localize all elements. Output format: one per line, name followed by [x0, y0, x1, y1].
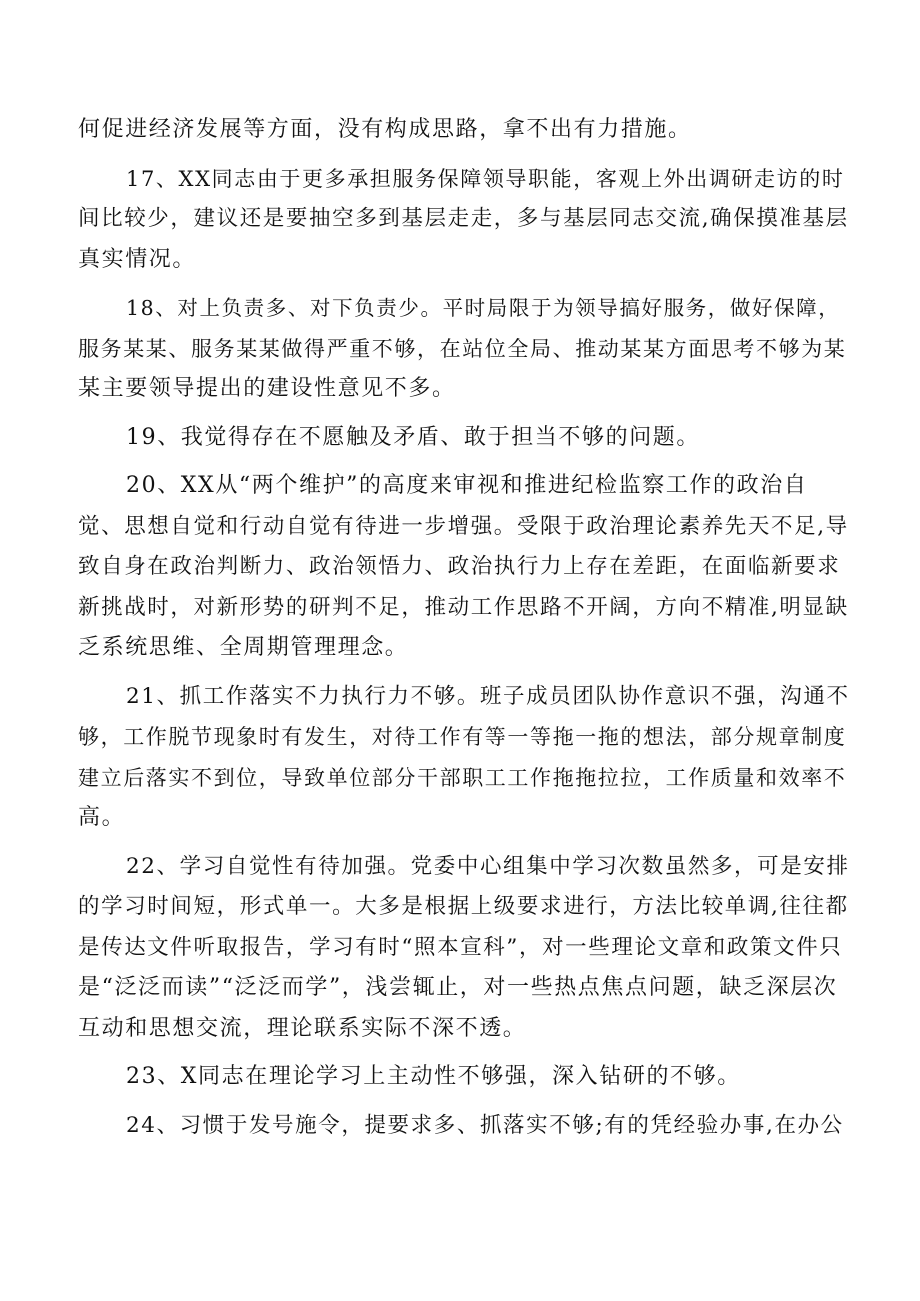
paragraph-16-continuation	[78, 110, 854, 151]
text-line: 18、对上负责多、对下负责少。平时局限于为领导搞好服务，做好保障，	[126, 296, 841, 320]
paragraph-21	[78, 677, 854, 839]
paragraph-24	[78, 1106, 854, 1147]
text-line: 真实情况。	[78, 246, 197, 272]
text-line: 乏系统思维、全周期管理理念。	[78, 635, 409, 660]
paragraph-22	[78, 847, 854, 1050]
text-line: 20、XX从“两个维护”的高度来审视和推进纪检监察工作的政治自	[126, 473, 808, 498]
text-line: 互动和思想交流，理论联系实际不深不透。	[78, 1015, 527, 1041]
text-line: 是“泛泛而读”“泛泛而学”，浅尝辄止，对一些热点焦点问题，缺乏深层次	[78, 975, 838, 1000]
text-line: 新挑战时，对新形势的研判不足，推动工作思路不开阔，方向不精准,明显缺	[78, 594, 849, 620]
text-line: 够，工作脱节现象时有发生，对待工作有等一等拖一拖的想法，部分规章制度	[78, 725, 847, 749]
text-line: 的学习时间短，形式单一。大多是根据上级要求进行，方法比较单调,往往都	[78, 894, 849, 919]
paragraph-19	[78, 418, 854, 459]
paragraph-23	[78, 1057, 854, 1098]
text-line: 19、我觉得存在不愿触及矛盾、敢于担当不够的问题。	[126, 424, 700, 450]
paragraph-17	[78, 159, 854, 281]
paragraph-18	[78, 288, 854, 410]
text-line: 21、抓工作落实不力执行力不够。班子成员团队协作意识不强，沟通不	[126, 683, 850, 709]
text-line: 觉、思想自觉和行动自觉有待进一步增强。受限于政治理论素养先天不足,导	[78, 513, 849, 539]
text-line: 是传达文件听取报告，学习有时“照本宣科”，对一些理论文章和政策文件只	[78, 934, 843, 960]
text-line: 23、X同志在理论学习上主动性不够强，深入钻研的不够。	[126, 1064, 741, 1089]
text-line: 某主要领导提出的建设性意见不多。	[78, 376, 456, 401]
document-body	[78, 110, 854, 1146]
text-line: 建立后落实不到位，导致单位部分干部职工工作拖拖拉拉，工作质量和效率不	[78, 765, 847, 790]
text-line: 高。	[78, 805, 126, 830]
text-line: 24、习惯于发号施令，提要求多、抓落实不够;有的凭经验办事,在办公	[126, 1112, 844, 1138]
text-line: 22、学习自觉性有待加强。党委中心组集中学习次数虽然多，可是安排	[126, 853, 850, 879]
text-line: 致自身在政治判断力、政治领悟力、政治执行力上存在差距，在面临新要求	[78, 554, 841, 579]
text-line: 何促进经济发展等方面，没有构成思路，拿不出有力措施。	[78, 117, 692, 142]
text-line: 服务某某、服务某某做得严重不够，在站位全局、推动某某方面思考不够为某	[78, 336, 847, 361]
paragraph-20	[78, 466, 854, 669]
text-line: 间比较少，建议还是要抽空多到基层走走，多与基层同志交流,确保摸准基层	[78, 206, 849, 231]
text-line: 17、XX同志由于更多承担服务保障领导职能，客观上外出调研走访的时	[126, 166, 845, 191]
